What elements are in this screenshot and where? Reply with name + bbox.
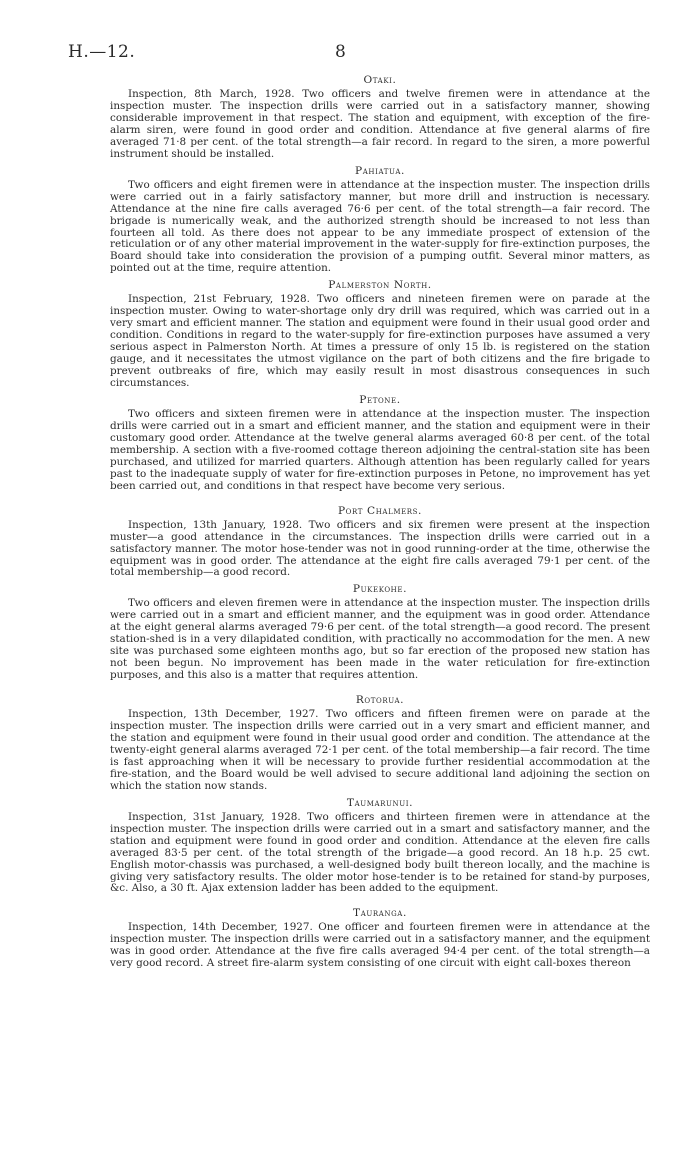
section-heading: Pahiatua. xyxy=(355,164,405,177)
document-body xyxy=(110,74,650,970)
document-reference: H.—12. xyxy=(68,42,136,62)
section-rotorua xyxy=(110,694,650,793)
section-heading: Otaki. xyxy=(363,74,397,86)
section-pahiatua xyxy=(110,165,650,276)
section-palmerston-north xyxy=(110,279,650,390)
section-heading: Palmerston North. xyxy=(328,279,432,292)
section-petone xyxy=(110,394,650,493)
section-heading: Pukekohe. xyxy=(352,583,408,596)
section-paragraph: Two officers and eleven firemen were in attendance at the inspection muster. The inspection drills were carried out in a smart and efficient manner, and the equipment was in good order. Attendance at the eight general alarms averaged 79·6 per cent. of the total strength—a good record. The present station-shed is in a very dilapidated condition, with practically no accommodation for the men. A new site was purchased some eighteen months ago, but so far erection of the proposed new station has not been begun. No improvement has been made in the water reticulation for fire-extinction purposes, and this also is a matter that requires attention. xyxy=(110,597,650,682)
section-paragraph: Inspection, 13th January, 1928. Two officers and six firemen were present at the inspection muster—a good attendance in the circumstances. The inspection drills were carried out in a satisfactory manner. The motor hose-tender was not in good running-order at the time, otherwise the equipment was in good order. The attendance at the eight fire calls averaged 79·1 per cent. of the total membership—a good record. xyxy=(110,518,650,579)
section-otaki xyxy=(110,74,650,161)
section-heading: Port Chalmers. xyxy=(337,504,423,517)
section-pukekohe xyxy=(110,583,650,682)
section-heading: Taumarunui. xyxy=(346,796,414,809)
section-paragraph: Inspection, 31st January, 1928. Two officers and thirteen firemen were in attendance at the inspection muster. The inspection drills were carried out in a smart and satisfactory manner, and the station and equipment were found in good order and condition. Attendance at the eleven fire calls averaged 83·5 per cent. of the total strength of the brigade—a good record. An 18 h.p. 25 cwt. English motor-chassis was purchased, a well-designed body built thereon locally, and the machine is giving very satisfactory results. The older motor hose-tender is to be retained for stand-by purposes, &c. Also, a 30 ft. Ajax extension ladder has been added to the equipment. xyxy=(110,810,650,895)
section-paragraph: Inspection, 14th December, 1927. One officer and fourteen firemen were in attendance at the inspection muster. The inspection drills were carried out in a satisfactory manner, and the equipment was in good order. Attendance at the five fire calls averaged 94·4 per cent. of the total strength—a very good record. A street fire-alarm system consisting of one circuit with eight call-boxes thereon xyxy=(110,921,650,970)
section-paragraph: Inspection, 8th March, 1928. Two officers and twelve firemen were in attendance at the inspection muster. The inspection drills were carried out in a satisfactory manner, showing considerable improvement in that respect. The station and equipment, with exception of the fire-alarm siren, were found in good order and condition. Attendance at five general alarms of fire averaged 71·8 per cent. of the total strength—a fair record. In regard to the siren, a more powerful instrument should be installed. xyxy=(110,88,650,160)
section-tauranga xyxy=(110,907,650,970)
section-heading: Tauranga. xyxy=(353,907,407,920)
section-heading: Rotorua. xyxy=(355,694,405,707)
section-heading: Petone. xyxy=(359,393,401,406)
section-port-chalmers xyxy=(110,505,650,580)
section-paragraph: Inspection, 13th December, 1927. Two officers and fifteen firemen were on parade at the inspection muster. The inspection drills were carried out in a very smart and efficient manner, and the station and equipment were found in their usual good order and condition. The attendance at the twenty-eight general alarms averaged 72·1 per cent. of the total membership—a fair record. The time is fast approaching when it will be necessary to provide further residential accommodation at the fire-station, and the Board would be well advised to secure additional land adjoining the section on which the station now stands. xyxy=(110,708,650,792)
section-paragraph: Inspection, 21st February, 1928. Two officers and nineteen firemen were on parade at the inspection muster. Owing to water-shortage only dry drill was required, which was carried out in a very smart and efficient manner. The station and equipment were found in their usual good order and condition. Conditions in regard to the water-supply for fire-extinction purposes have assumed a very serious aspect in Palmerston North. At times a pressure of only 15 lb. is registered on the station gauge, and it necessitates the utmost vigilance on the part of both citizens and the fire brigade to prevent outbreaks of fire, which may easily result in most disastrous consequences in such circumstances. xyxy=(110,293,650,390)
section-paragraph: Two officers and sixteen firemen were in attendance at the inspection muster. The inspection drills were carried out in a smart and efficient manner, and the station and equipment were in their customary good order. Attendance at the twelve general alarms averaged 60·8 per cent. of the total membership. A section with a five-roomed cottage thereon adjoining the central-station site has been purchased, and utilized for married quarters. Although attention has been regularly called for years past to the inadequate supply of water for fire-extinction purposes in Petone, no improvement has yet been carried out, and conditions in that respect have become very serious. xyxy=(110,407,650,492)
page-header xyxy=(0,42,700,64)
section-paragraph: Two officers and eight firemen were in attendance at the inspection muster. The inspection drills were carried out in a fairly satisfactory manner, but more drill and instruction is necessary. Attendance at the nine fire calls averaged 76·6 per cent. of the total strength—a fair record. The brigade is numerically weak, and the authorized strength should be increased to not less than fourteen all told. As there does not appear to be any immediate prospect of extension of the reticulation or of any other material improvement in the water-supply for fire-extinction purposes, the Board should take into consideration the provision of a pumping outfit. Several minor matters, as pointed out at the time, require attention. xyxy=(110,178,650,275)
page-number: 8 xyxy=(335,42,346,62)
section-taumarunui xyxy=(110,797,650,896)
